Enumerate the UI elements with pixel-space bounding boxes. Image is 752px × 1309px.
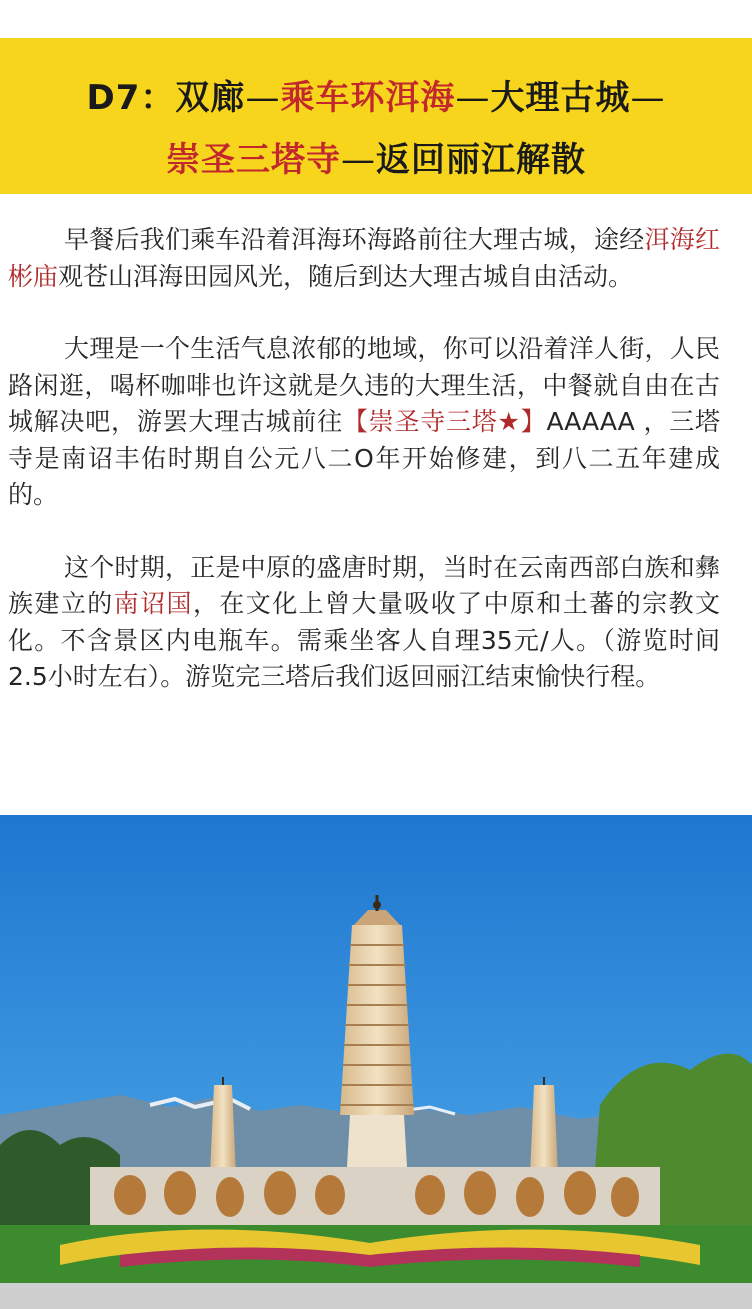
- highlight-nanzhao: 南诏国: [113, 589, 193, 618]
- title-line-1: [0, 70, 752, 119]
- title-city: 大理古城: [490, 78, 631, 118]
- title-separator: —: [341, 140, 376, 180]
- title-separator: —: [630, 78, 666, 118]
- paragraph-2-text-b: AAAAA ，三塔寺是南诏丰佑时期自公元八二O年开始修建，到八二五年建成的。: [8, 407, 720, 509]
- highlight-erhai-temple: 洱海红彬庙: [8, 225, 720, 291]
- paragraph-3: [8, 550, 720, 696]
- title-banner: [0, 38, 752, 194]
- itinerary-article: [8, 222, 720, 732]
- paragraph-3-text-a: 这个时期，正是中原的盛唐时期，当时在云南西部白族和彝族建立的: [8, 552, 720, 618]
- paragraph-1-text-b: 观苍山洱海田园风光，随后到达大理古城自由活动。: [58, 261, 634, 291]
- three-pagodas-photo: [0, 815, 752, 1309]
- left-pagoda: [210, 1077, 236, 1175]
- title-temple: 崇圣三塔寺: [166, 140, 341, 180]
- title-line-2: [0, 132, 752, 181]
- title-day: D7：双廊: [86, 78, 246, 118]
- plaza: [0, 1283, 752, 1309]
- paragraph-2: [8, 331, 720, 514]
- paragraph-1: [8, 222, 720, 295]
- paragraph-1-text-a: 早餐后我们乘车沿着洱海环海路前往大理古城，途经: [64, 225, 645, 254]
- paragraph-2-text-a: 大理是一个生活气息浓郁的地域，你可以沿着洋人街，人民路闲逛，喝杯咖啡也许这就是久违的大理生活，中餐就自由在古城解决吧，游罢大理古城前往: [8, 334, 720, 436]
- title-separator: —: [455, 78, 491, 118]
- paragraph-3-text-b: ，在文化上曾大量吸收了中原和土蕃的宗教文化。不含景区内电瓶车。需乘坐客人自理35元/人。（游览时间2.5小时左右）。游览完三塔后我们返回丽江结束愉快行程。: [8, 589, 720, 691]
- title-route: 乘车环洱海: [280, 78, 456, 118]
- pagoda-scene: [0, 815, 752, 1309]
- right-pagoda: [530, 1077, 558, 1175]
- highlight-three-pagodas: 【崇圣寺三塔★】: [342, 407, 547, 436]
- title-separator: —: [245, 78, 281, 118]
- title-end: 返回丽江解散: [376, 140, 586, 180]
